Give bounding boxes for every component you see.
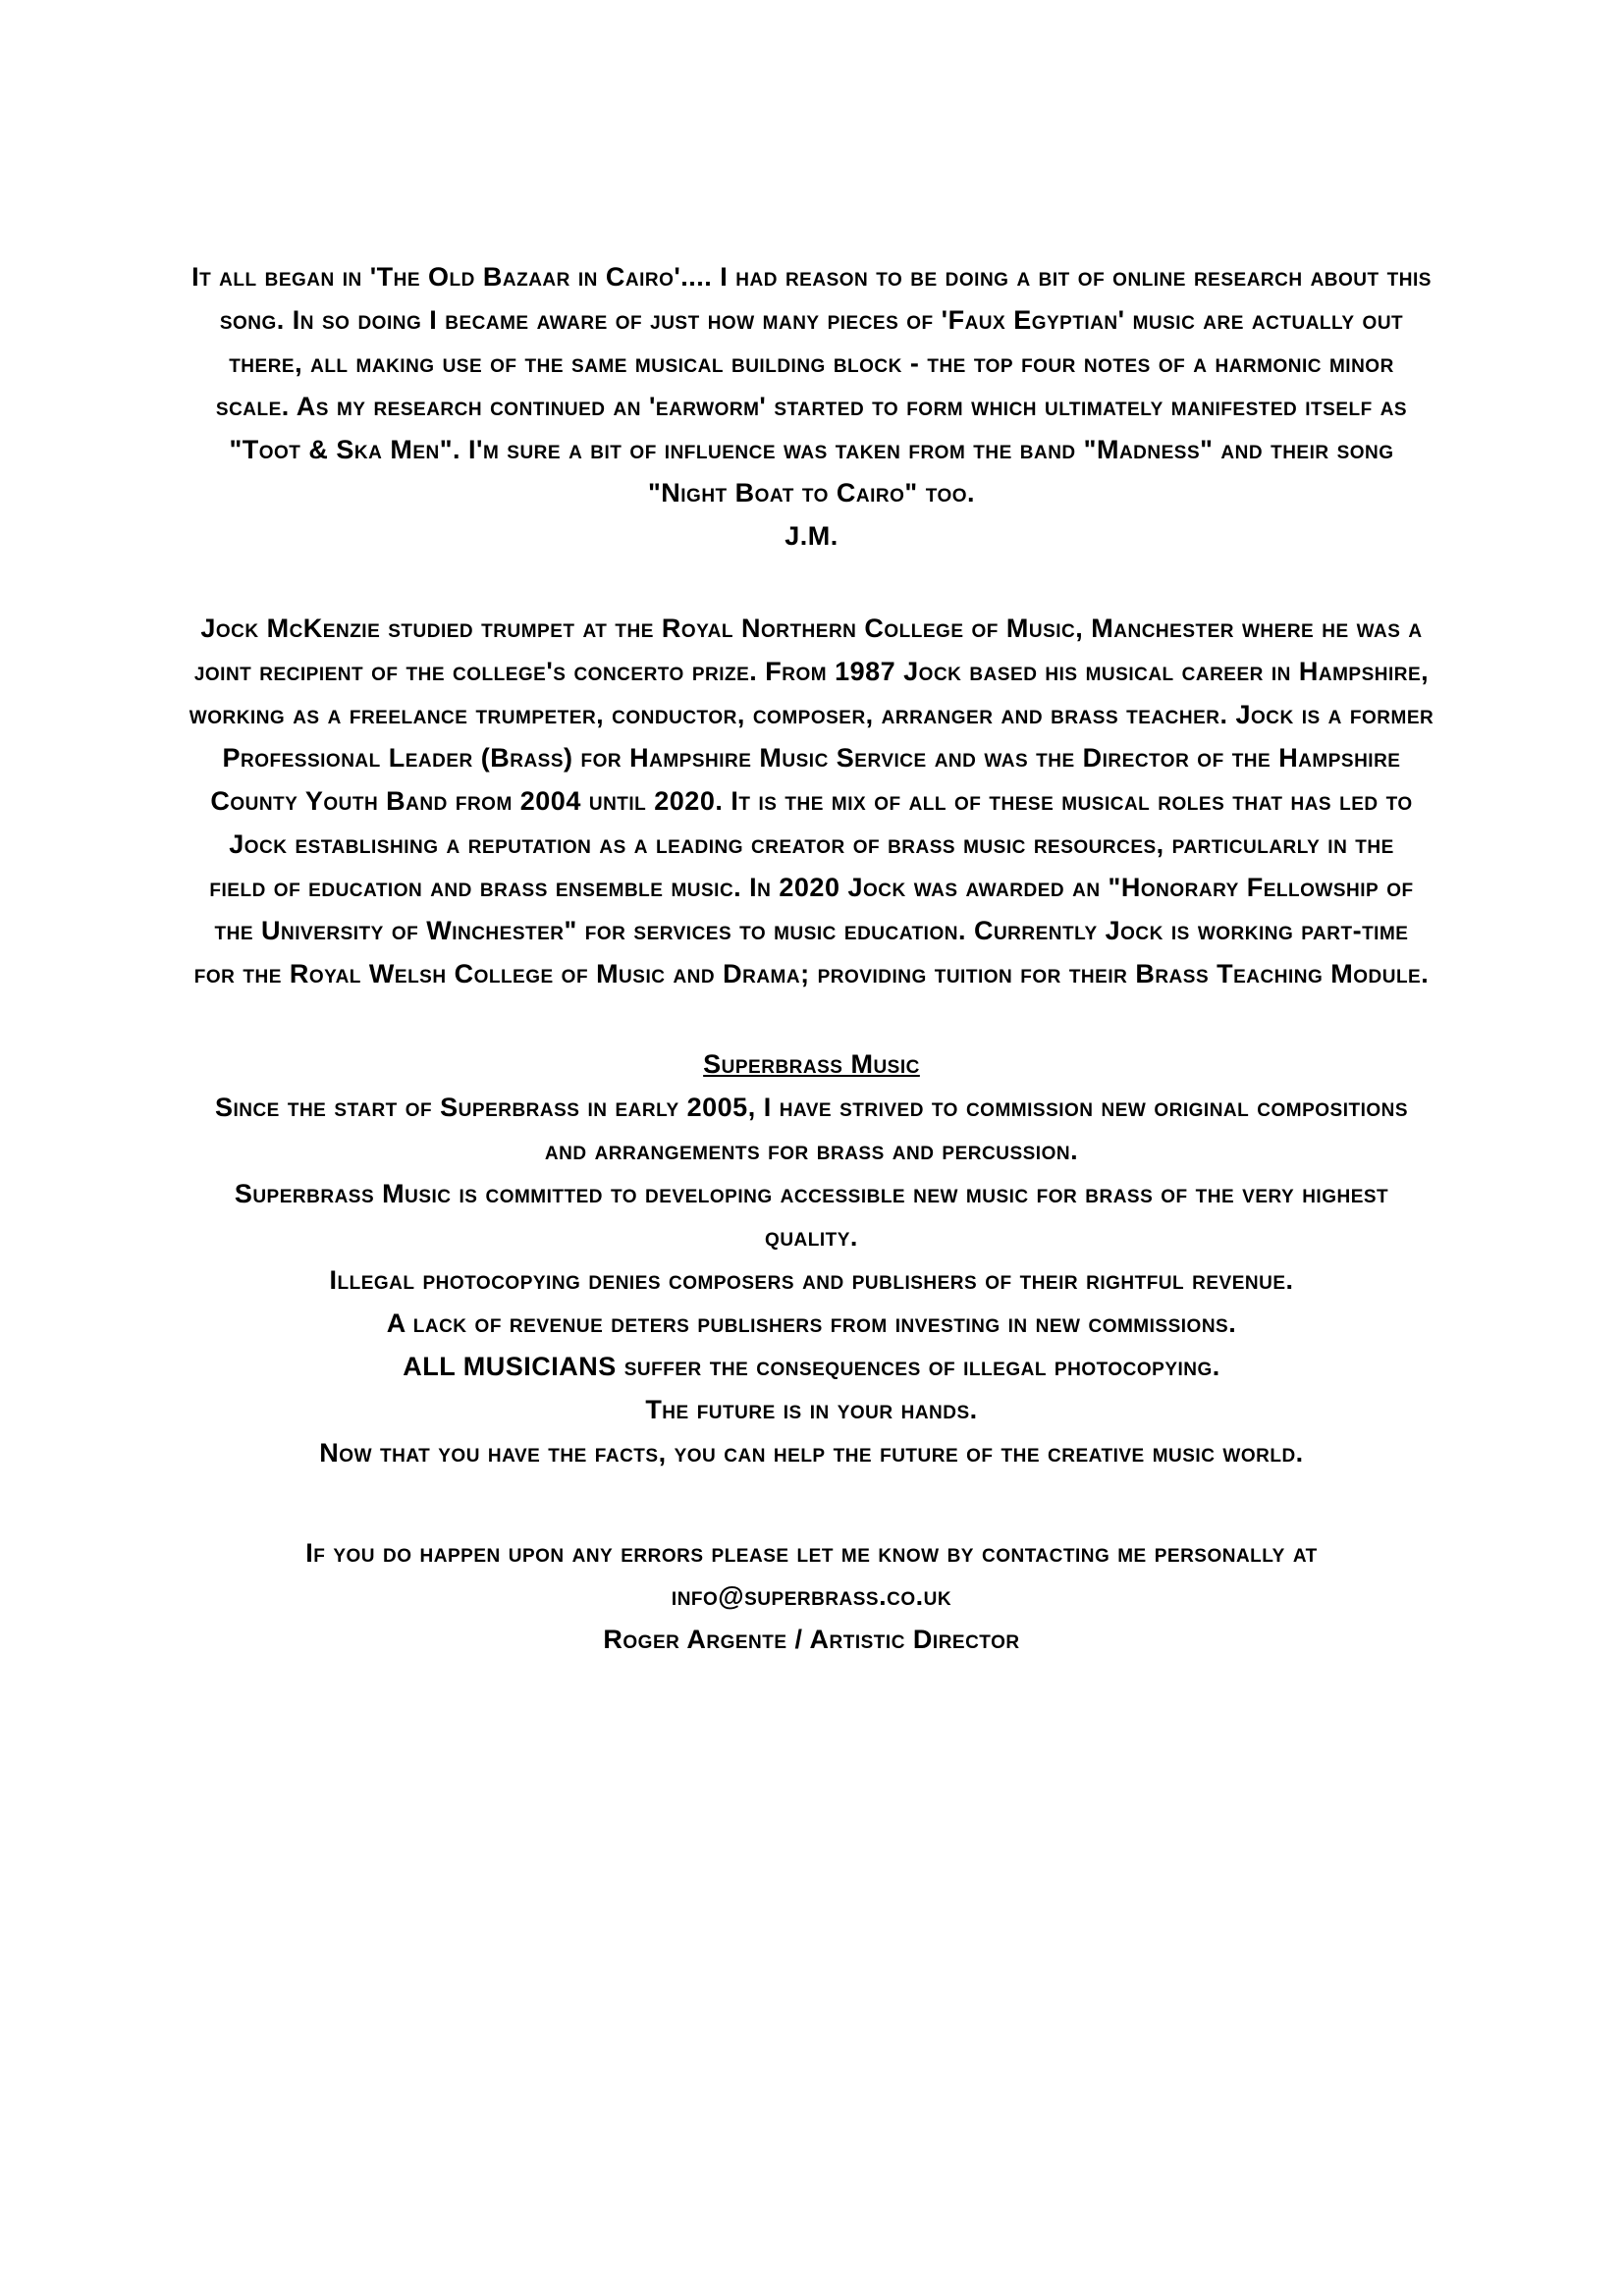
contact-email: info@superbrass.co.uk bbox=[671, 1581, 952, 1611]
biography-section bbox=[147, 607, 1476, 995]
biography-line: joint recipient of the college's concerto prize. From 1987 Jock based his musical career in Hampshire, bbox=[193, 657, 1430, 686]
superbrass-closing-line: Now that you have the facts, you can help the future of the creative music world. bbox=[319, 1438, 1304, 1468]
contact-section bbox=[147, 1531, 1476, 1661]
intro-line: It all began in 'The Old Bazaar in Cairo'.... I had reason to be doing a bit of online research about this bbox=[191, 262, 1432, 292]
superbrass-closing-line: The future is in your hands. bbox=[645, 1395, 978, 1424]
biography-line: the University of Winchester" for services to music education. Currently Jock is working part-time bbox=[214, 916, 1409, 945]
biography-line: Jock establishing a reputation as a leading creator of brass music resources, particularly in the bbox=[229, 829, 1394, 859]
intro-section bbox=[147, 255, 1476, 558]
superbrass-heading: Superbrass Music bbox=[703, 1049, 920, 1079]
biography-line: field of education and brass ensemble music. In 2020 Jock was awarded an "Honorary Fellowship of bbox=[209, 873, 1414, 902]
superbrass-line: Superbrass Music is committed to developing accessible new music for brass of the very highest bbox=[234, 1179, 1389, 1208]
superbrass-line: Illegal photocopying denies composers and publishers of their rightful revenue. bbox=[329, 1265, 1294, 1295]
biography-line: for the Royal Welsh College of Music and Drama; providing tuition for their Brass Teaching Module. bbox=[193, 959, 1430, 988]
contact-signoff: Roger Argente / Artistic Director bbox=[603, 1625, 1020, 1654]
superbrass-line: Since the start of Superbrass in early 2005, I have strived to commission new original compositions bbox=[214, 1093, 1409, 1122]
superbrass-line: A lack of revenue deters publishers from investing in new commissions. bbox=[386, 1308, 1237, 1338]
intro-line: "Toot & Ska Men". I'm sure a bit of influence was taken from the band "Madness" and their song bbox=[229, 435, 1394, 464]
intro-line: scale. As my research continued an 'earworm' started to form which ultimately manifested itself as bbox=[215, 392, 1408, 421]
superbrass-line: quality. bbox=[765, 1222, 858, 1252]
intro-line: song. In so doing I became aware of just how many pieces of 'Faux Egyptian' music are actually out bbox=[219, 305, 1404, 335]
biography-line: Professional Leader (Brass) for Hampshire Music Service and was the Director of the Hampshire bbox=[222, 743, 1401, 773]
superbrass-line: and arrangements for brass and percussion. bbox=[544, 1136, 1079, 1165]
intro-line: there, all making use of the same musical building block - the top four notes of a harmonic minor bbox=[229, 348, 1394, 378]
contact-line: If you do happen upon any errors please let me know by contacting me personally at bbox=[305, 1538, 1318, 1568]
superbrass-section bbox=[147, 1042, 1476, 1474]
musicians-emphasis: ALL MUSICIANS bbox=[403, 1352, 617, 1381]
biography-line: working as a freelance trumpeter, conductor, composer, arranger and brass teacher. Jock is a former bbox=[189, 700, 1434, 729]
biography-line: County Youth Band from 2004 until 2020. It is the mix of all of these musical roles that has led to bbox=[210, 786, 1413, 816]
document-page bbox=[147, 0, 1476, 2296]
intro-line: "Night Boat to Cairo" too. bbox=[647, 478, 976, 507]
intro-signature: J.M. bbox=[784, 521, 839, 551]
musicians-line bbox=[147, 1345, 1476, 1388]
biography-line: Jock McKenzie studied trumpet at the Royal Northern College of Music, Manchester where he was a bbox=[200, 614, 1423, 643]
musicians-rest: suffer the consequences of illegal photocopying. bbox=[616, 1352, 1220, 1381]
